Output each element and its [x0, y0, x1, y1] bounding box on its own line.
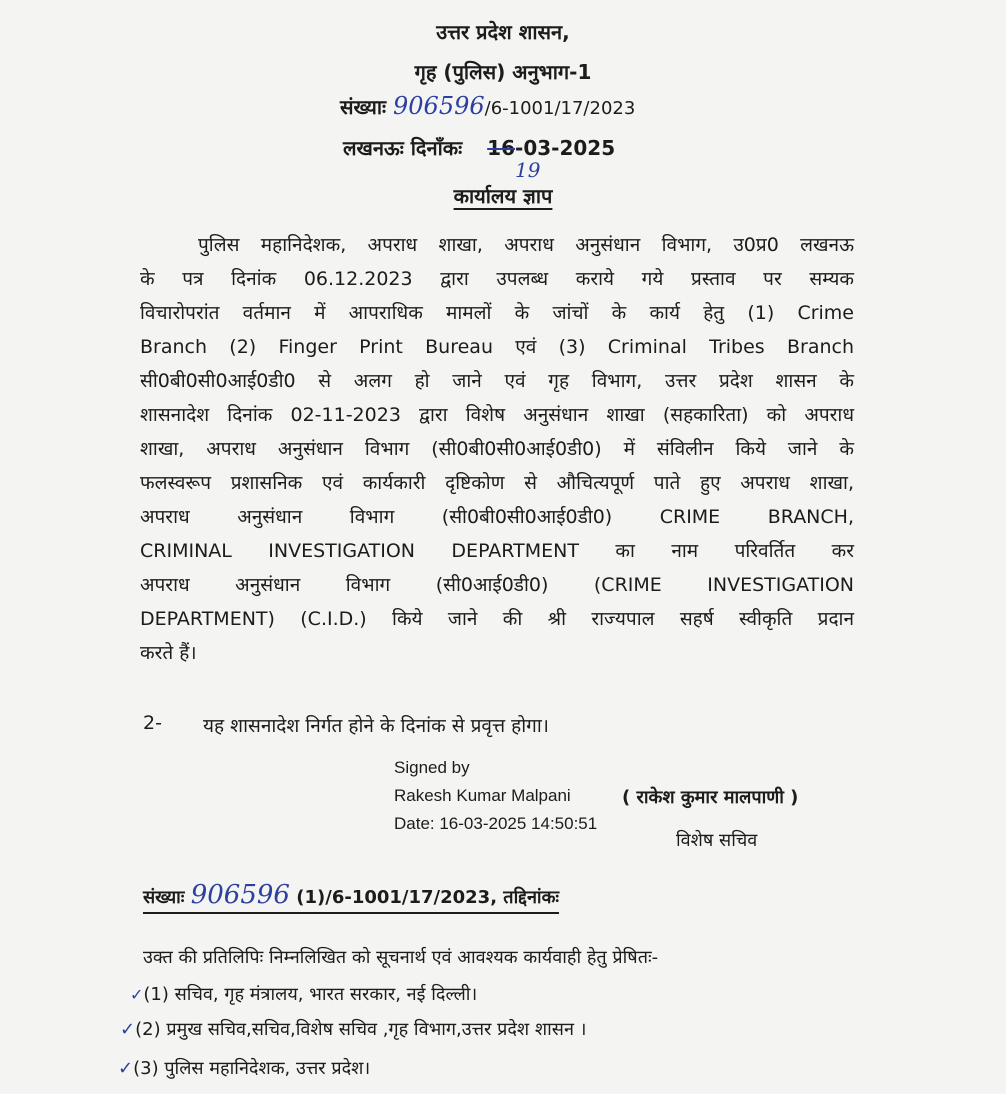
number-suffix: /6-1001/17/2023	[484, 98, 636, 119]
paragraph-line: CRIMINAL INVESTIGATION DEPARTMENT का नाम परिवर्तित कर	[140, 540, 854, 562]
copy-number-suffix: (1)/6-1001/17/2023, तद्दिनांकः	[296, 887, 560, 908]
handwritten-tick-mark: ✓	[130, 985, 144, 1004]
paragraph-line: पुलिस महानिदेशक, अपराध शाखा, अपराध अनुसंधान विभाग, उ0प्र0 लखनऊ	[198, 234, 854, 256]
paragraph-line: अपराध अनुसंधान विभाग (सी0बी0सी0आई0डी0) CRIME BRANCH,	[140, 506, 854, 528]
paragraph-line: सी0बी0सी0आई0डी0 से अलग हो जाने एवं गृह विभाग, उत्तर प्रदेश शासन के	[140, 370, 854, 392]
digital-signature	[394, 754, 597, 838]
signer-designation: विशेष सचिव	[676, 830, 758, 851]
signed-by-label: Signed by	[394, 758, 470, 777]
paragraph-line: करते हैं।	[140, 642, 197, 664]
para2-number: 2-	[143, 712, 162, 734]
paragraph-line: फलस्वरूप प्रशासनिक एवं कार्यकारी दृष्टिकोण से औचित्यपूर्ण पाते हुए अपराध शाखा,	[140, 472, 854, 494]
paragraph-line: शासनादेश दिनांक 02-11-2023 द्वारा विशेष अनुसंधान शाखा (सहकारिता) को अपराध	[140, 404, 854, 426]
section-name: गृह (पुलिस) अनुभाग-1	[414, 60, 592, 84]
para2-text: यह शासनादेश निर्गत होने के दिनांक से प्रवृत्त होगा।	[203, 715, 549, 737]
copy-number-label: संख्याः	[143, 887, 185, 908]
govt-name: उत्तर प्रदेश शासन,	[436, 20, 570, 44]
copy-intro: उक्त की प्रतिलिपिः निम्नलिखित को सूचनार्थ एवं आवश्यक कार्यवाही हेतु प्रेषितः-	[143, 947, 659, 968]
main-paragraph	[140, 228, 854, 670]
copy-handwritten-number: 906596	[190, 880, 290, 910]
paragraph-line: Branch (2) Finger Print Bureau एवं (3) Criminal Tribes Branch	[140, 336, 854, 358]
paragraph-line: के पत्र दिनांक 06.12.2023 द्वारा उपलब्ध कराये गये प्रस्ताव पर सम्यक	[140, 268, 854, 290]
paragraph-line: शाखा, अपराध अनुसंधान विभाग (सी0बी0सी0आई0डी0) में संविलीन किये जाने के	[140, 438, 854, 460]
paragraph-line: विचारोपरांत वर्तमान में आपराधिक मामलों के जांचों के कार्य हेतु (1) Crime	[140, 302, 854, 324]
order-number	[340, 92, 635, 120]
handwritten-tick-mark: ✓	[118, 1058, 134, 1079]
signature-date: Date: 16-03-2025 14:50:51	[394, 814, 598, 833]
place-date	[343, 134, 615, 161]
copy-list-item: ✓(3) पुलिस महानिदेशक, उत्तर प्रदेश।	[118, 1058, 371, 1079]
handwritten-number: 906596	[393, 92, 485, 120]
paragraph-line: DEPARTMENT) (C.I.D.) किये जाने की श्री राज्यपाल सहर्ष स्वीकृति प्रदान	[140, 608, 854, 630]
copy-list-item: ✓(1) सचिव, गृह मंत्रालय, भारत सरकार, नई दिल्ली।	[130, 984, 478, 1005]
copy-number	[143, 880, 559, 914]
paragraph-line: अपराध अनुसंधान विभाग (सी0आई0डी0) (CRIME INVESTIGATION	[140, 574, 854, 596]
number-label: संख्याः	[340, 95, 387, 119]
handwritten-tick-mark: ✓	[120, 1019, 136, 1040]
place-date-label: लखनऊः दिनाँकः	[343, 136, 463, 160]
date-rest: -03-2025	[515, 136, 616, 160]
struck-day: 16	[487, 136, 516, 160]
memo-title: कार्यालय ज्ञाप	[453, 184, 553, 208]
signer-name-hindi: ( राकेश कुमार मालपाणी )	[622, 787, 799, 808]
signer-name: Rakesh Kumar Malpani	[394, 786, 571, 805]
handwritten-day: 19	[515, 158, 541, 182]
copy-list-item: ✓(2) प्रमुख सचिव,सचिव,विशेष सचिव ,गृह विभाग,उत्तर प्रदेश शासन ।	[120, 1019, 587, 1040]
